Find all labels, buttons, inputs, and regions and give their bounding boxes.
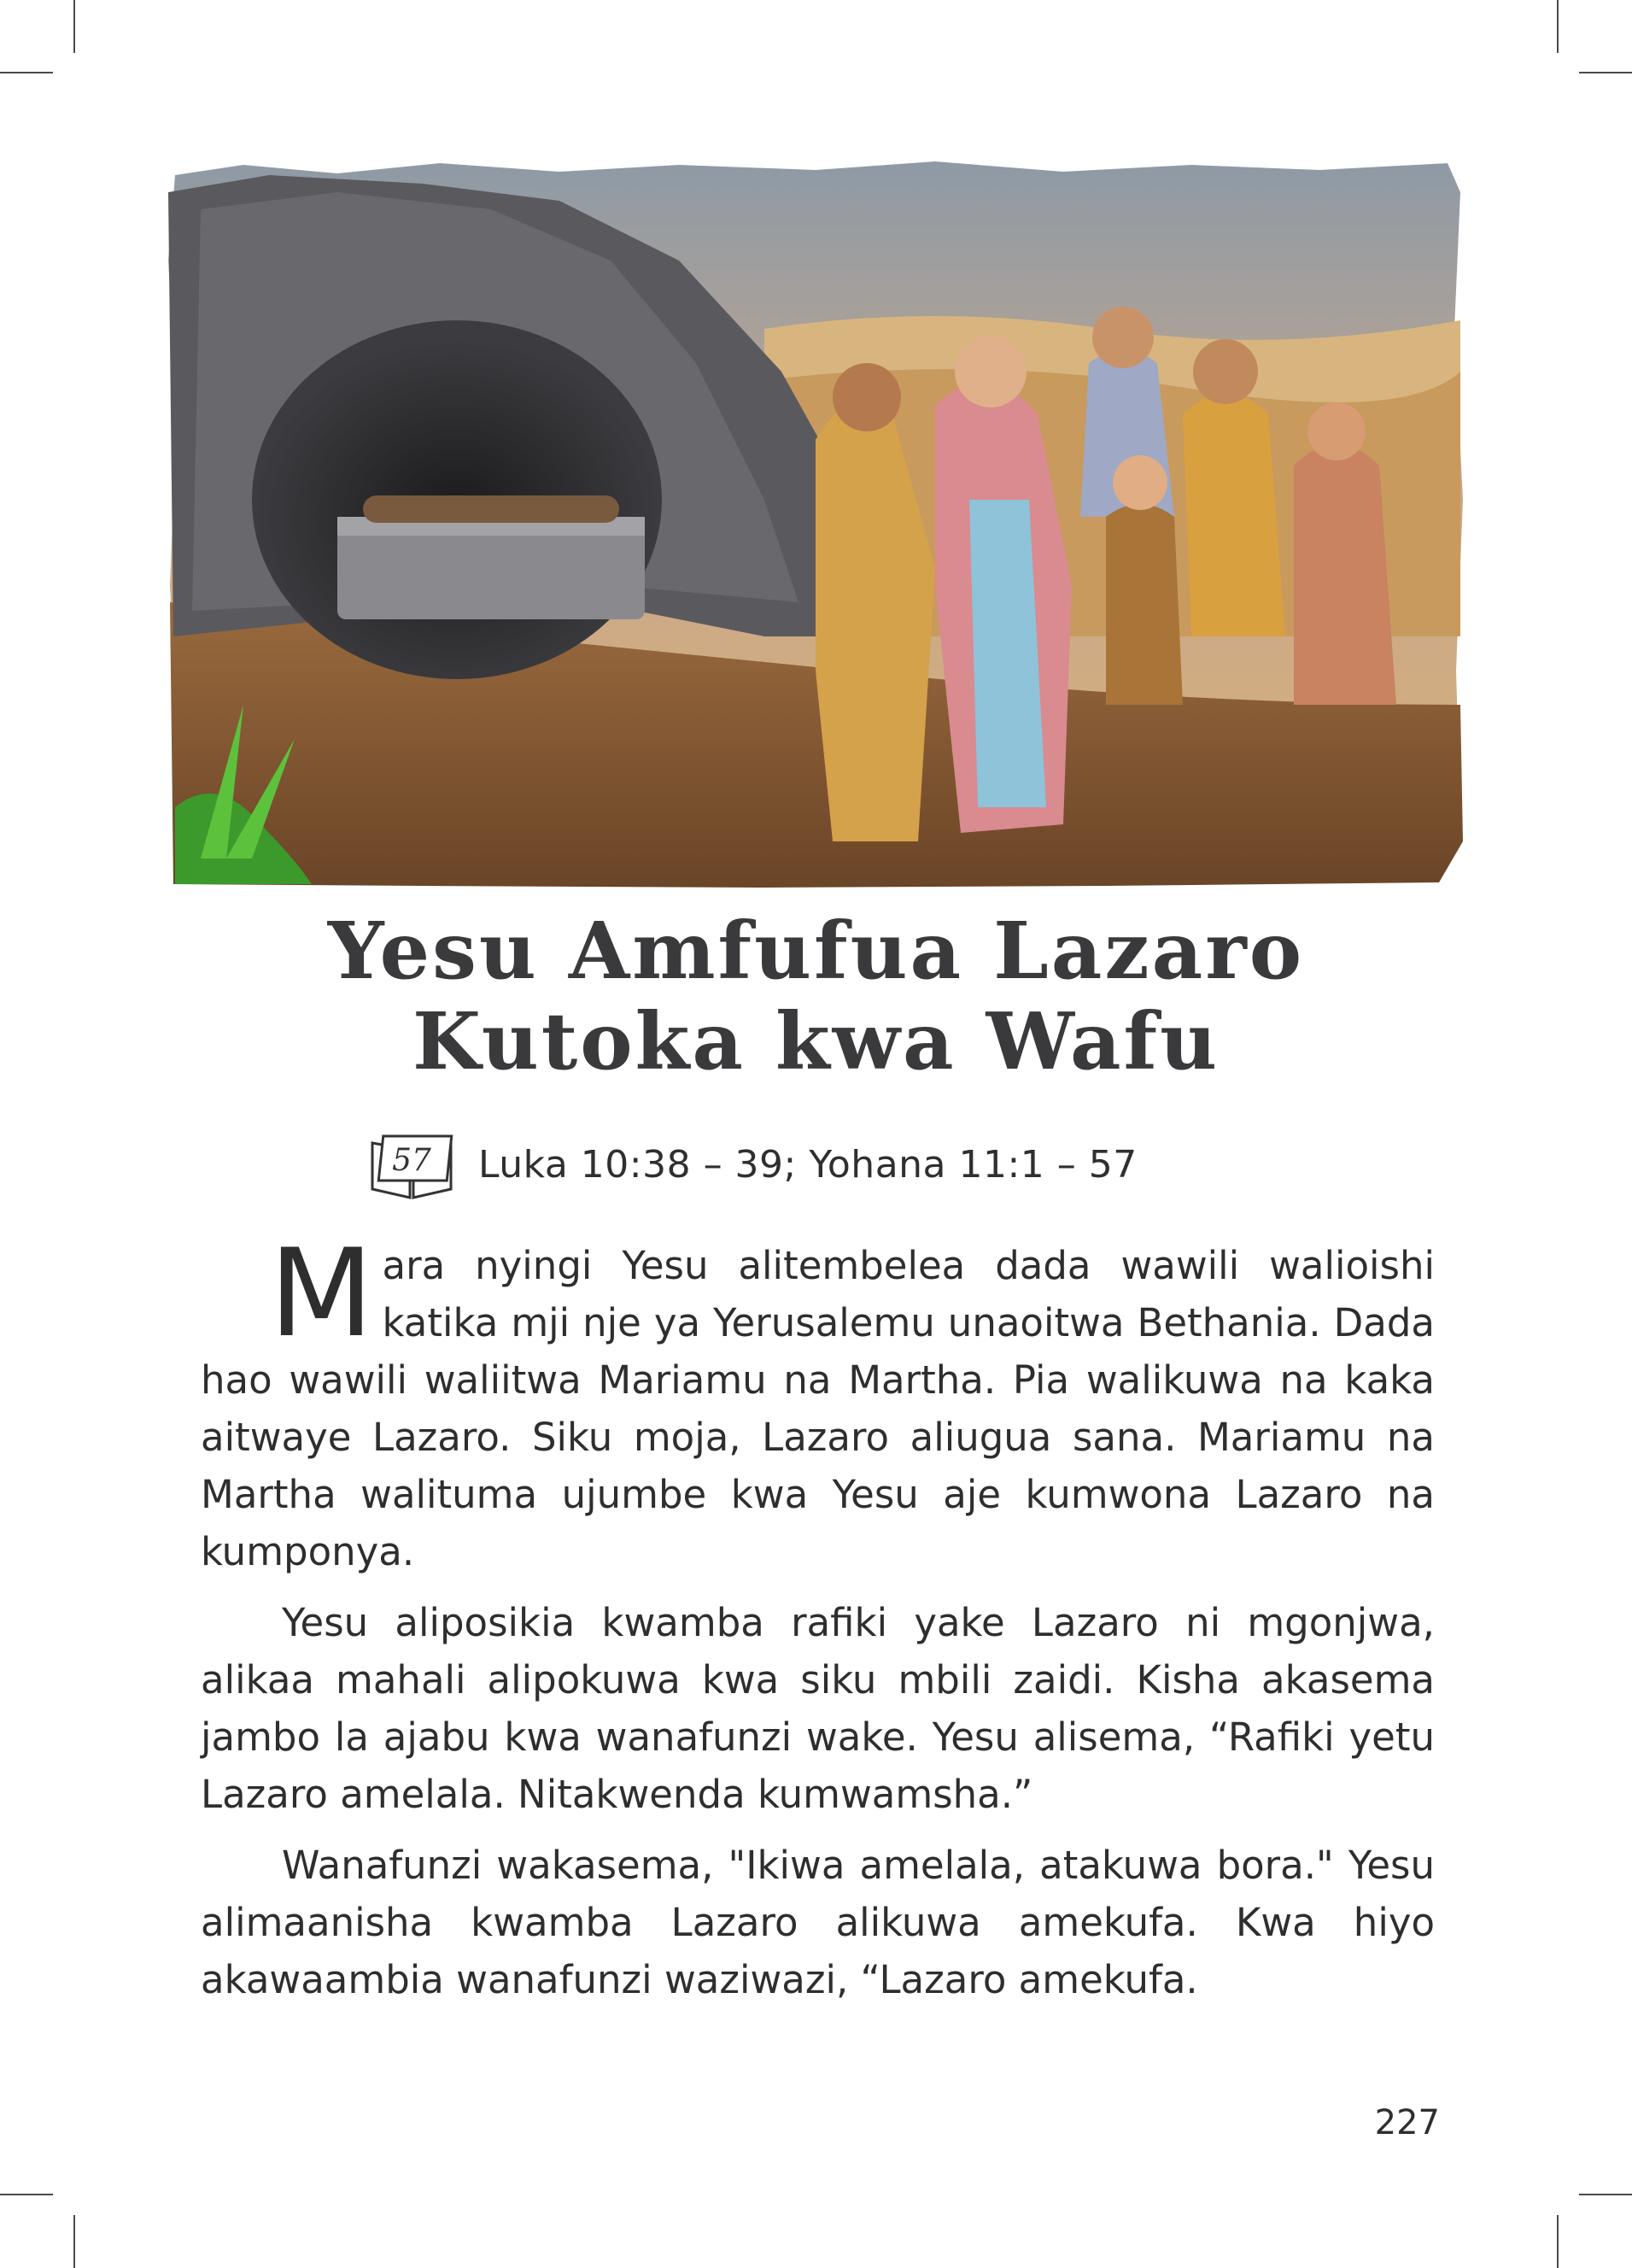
drop-cap: M [269,1223,374,1364]
paragraph-1-text: ara nyingi Yesu alitembelea dada wawili walioishi katika mji nje ya Yerusalemu unaoitwa Bethania. Dada hao wawili waliitwa Mariamu na Martha. Pia walikuwa na kaka aitwaye Lazaro. Siku moja, Lazaro aliugua sana. Mariamu na Martha walituma ujumbe kwa Yesu aje kumwona Lazaro na kumponya. [201,1243,1435,1574]
story-body [201,1223,1435,2022]
story-illustration [167,158,1465,893]
title-line-2: Kutoka kwa Wafu [412,995,1220,1087]
page-number: 227 [1374,2103,1440,2142]
open-book-icon [367,1126,456,1203]
paragraph-3: Wanafunzi wakasema, "Ikiwa amelala, atakuwa bora." Yesu alimaanisha kwamba Lazaro alikuwa amekufa. Kwa hiyo akawaambia wanafunzi waziwazi, “Lazaro amekufa. [201,1843,1435,2002]
crop-mark-top-left-h [0,72,53,73]
crop-mark-bottom-left-h [0,2194,53,2195]
crop-mark-bottom-right-h [1579,2194,1632,2195]
crop-mark-top-left-v [73,0,75,53]
tomb-scene-image [167,158,1465,893]
crop-mark-bottom-right-v [1557,2215,1559,2268]
paragraph-1 [201,1223,1435,1580]
reference-text: Luka 10:38 – 39; Yohana 11:1 – 57 [478,1142,1138,1187]
paragraph-2: Yesu aliposikia kwamba rafiki yake Lazaro ni mgonjwa, alikaa mahali alipokuwa kwa siku mbili zaidi. Kisha akasema jambo la ajabu kwa wanafunzi wake. Yesu alisema, “Rafiki yetu Lazaro amelala. Nitakwenda kumwamsha.” [201,1600,1435,1817]
crop-mark-top-right-h [1579,72,1632,73]
scripture-reference [367,1126,1138,1203]
crop-mark-bottom-left-v [73,2215,75,2268]
title-line-1: Yesu Amfufua Lazaro [327,905,1305,997]
crop-mark-top-right-v [1557,0,1559,53]
page-title [0,905,1632,1087]
story-number: 57 [392,1143,431,1178]
